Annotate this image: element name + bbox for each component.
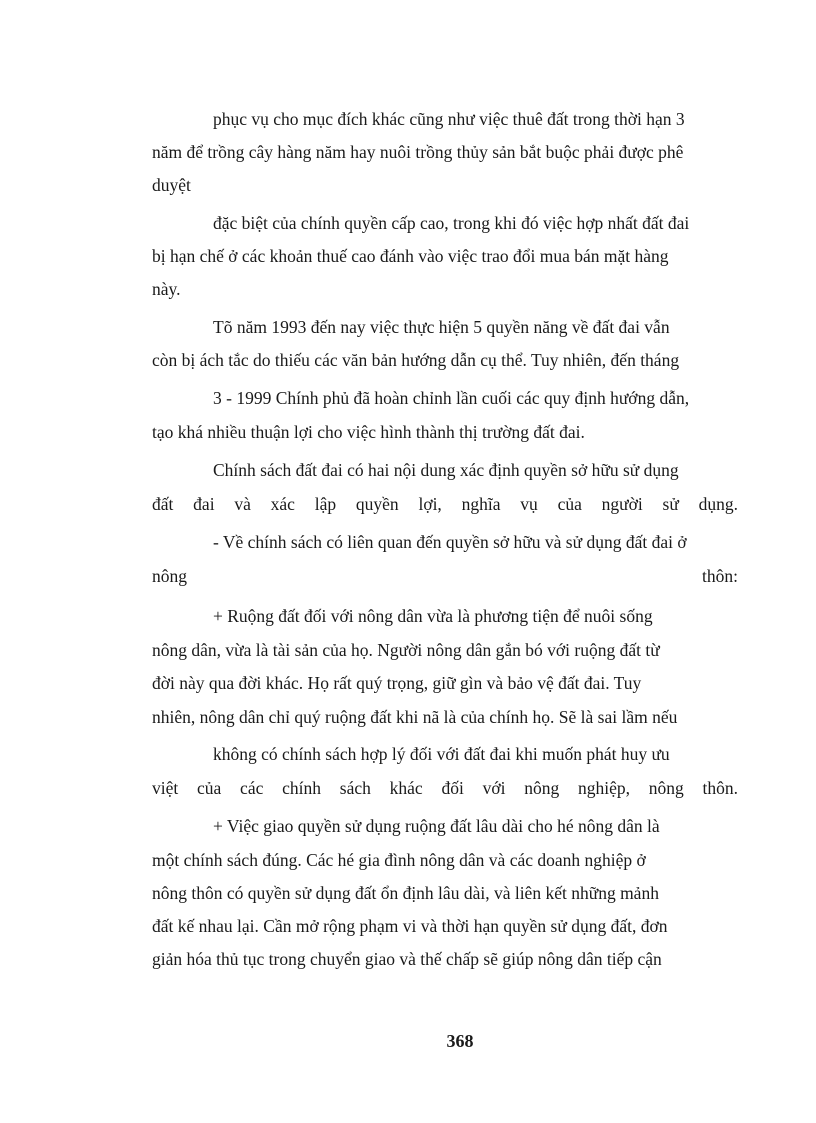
text-line: không có chính sách hợp lý đối với đất đai khi muốn phát huy ưu bbox=[213, 744, 670, 764]
text-line: nông dân, vừa là tài sản của họ. Người nông dân gắn bó với ruộng đất từ bbox=[152, 640, 660, 660]
text-line: - Về chính sách có liên quan đến quyền sở hữu và sử dụng đất đai ở bbox=[213, 532, 687, 552]
text-line: 3 - 1999 Chính phủ đã hoàn chỉnh lần cuối các quy định hướng dẫn, bbox=[213, 388, 690, 408]
text-line: nông thôn có quyền sử dụng đất ổn định lâu dài, và liên kết những mảnh bbox=[152, 883, 659, 903]
page-number: 368 bbox=[446, 1031, 474, 1051]
text-line: tạo khá nhiều thuận lợi cho việc hình thành thị trường đất đai. bbox=[152, 422, 585, 442]
text-line: một chính sách đúng. Các hé gia đình nông dân và các doanh nghiệp ở bbox=[152, 850, 646, 870]
text-line: giản hóa thủ tục trong chuyển giao và thế chấp sẽ giúp nông dân tiếp cận bbox=[152, 949, 662, 969]
text-line: Chính sách đất đai có hai nội dung xác định quyền sở hữu sử dụng bbox=[213, 460, 679, 480]
text-line: này. bbox=[152, 279, 181, 299]
text-line: nông thôn: bbox=[152, 566, 738, 586]
text-line: phục vụ cho mục đích khác cũng như việc thuê đất trong thời hạn 3 bbox=[213, 109, 685, 129]
text-line: còn bị ách tắc do thiếu các văn bản hướng dẫn cụ thể. Tuy nhiên, đến tháng bbox=[152, 350, 680, 370]
text-line: nhiên, nông dân chỉ quý ruộng đất khi nã là của chính họ. Sẽ là sai lầm nếu bbox=[152, 707, 678, 727]
text-line: đặc biệt của chính quyền cấp cao, trong khi đó việc hợp nhất đất đai bbox=[213, 213, 690, 233]
text-line: đất đai và xác lập quyền lợi, nghĩa vụ của người sử dụng. bbox=[152, 494, 738, 514]
text-line: Tõ năm 1993 đến nay việc thực hiện 5 quyền năng về đất đai vẫn bbox=[213, 317, 670, 337]
text-line: duyệt bbox=[152, 175, 191, 195]
text-line: + Việc giao quyền sử dụng ruộng đất lâu dài cho hé nông dân là bbox=[213, 816, 660, 836]
text-line: đất kế nhau lại. Cần mở rộng phạm vi và thời hạn quyền sử dụng đất, đơn bbox=[152, 916, 668, 936]
text-line: việt của các chính sách khác đối với nông nghiệp, nông thôn. bbox=[152, 778, 738, 798]
text-line: năm để trồng cây hàng năm hay nuôi trồng thủy sản bắt buộc phải được phê bbox=[152, 142, 684, 162]
text-line: bị hạn chế ở các khoản thuế cao đánh vào việc trao đổi mua bán mặt hàng bbox=[152, 246, 669, 266]
text-line: đời này qua đời khác. Họ rất quý trọng, giữ gìn và bảo vệ đất đai. Tuy bbox=[152, 673, 642, 693]
text-line: + Ruộng đất đối với nông dân vừa là phương tiện để nuôi sống bbox=[213, 606, 653, 626]
